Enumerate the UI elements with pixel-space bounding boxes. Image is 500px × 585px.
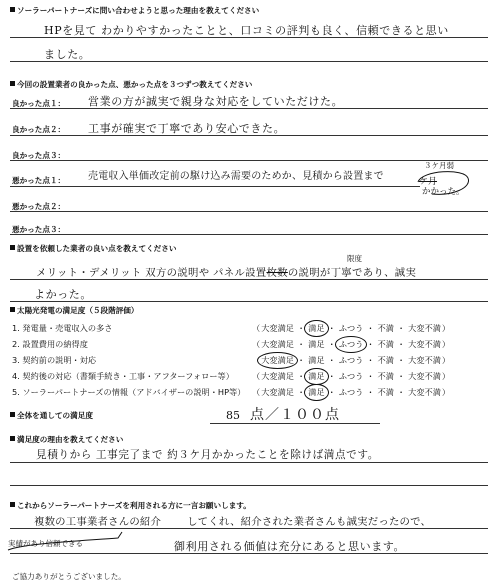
satisfaction-item-1: 1. 発電量・売電収入の多さ	[12, 323, 113, 333]
satisfaction-item-2: 2. 設置費用の納得度	[12, 339, 88, 349]
satisfaction-options-4: （大変満足 ・ 満足 ・ ふつう ・ 不満 ・ 大変不満）	[252, 371, 451, 381]
ruled-line	[10, 301, 488, 302]
good-point-label-1: 良かった点１：	[12, 99, 66, 108]
satisfaction-option: 大変不満	[408, 323, 441, 333]
installer-good-insert: 限度	[347, 254, 362, 263]
ruled-line	[10, 135, 488, 136]
overall-score-scale: 点／１００点	[250, 407, 340, 423]
question-satisfaction-reason-title: 満足度の理由を教えてください	[17, 435, 124, 444]
satisfaction-option: 大変不満	[408, 371, 441, 381]
bad-point-label-3: 悪かった点３：	[12, 225, 66, 234]
ruled-line	[10, 211, 488, 212]
satisfaction-option: 大変満足	[261, 387, 294, 397]
question-satisfaction-reason	[10, 434, 123, 445]
good-point-label-2: 良かった点２：	[12, 125, 66, 134]
satisfaction-option: 大変満足	[261, 339, 294, 349]
ruled-line	[10, 61, 488, 62]
satisfaction-option: 満足	[308, 355, 325, 365]
satisfaction-option: ふつう	[338, 339, 364, 349]
bad-point-1-cont: かかった。	[422, 187, 465, 197]
ruled-line	[10, 160, 488, 161]
satisfaction-option: 大変満足	[261, 371, 294, 381]
installer-good-line-1	[36, 264, 416, 279]
question-reason-title: ソーラーパートナーズに問い合わせようと思った理由を教えてください	[17, 6, 260, 15]
satisfaction-option: 大変不満	[408, 339, 441, 349]
good-point-label-3: 良かった点３：	[12, 151, 66, 160]
ruled-line	[10, 553, 488, 554]
installer-good-text-a: メリット・デメリット 双方の説明や パネル設置	[36, 267, 267, 279]
question-message-title: これからソーラーパートナーズを利用される方に一言お願いします。	[17, 501, 251, 510]
question-message	[10, 500, 251, 511]
bad-point-1: 売電収入単価改定前の駆け込み需要のためか、見積から設置まで	[88, 171, 384, 182]
overall-score	[226, 404, 340, 424]
satisfaction-option: 満足	[308, 387, 325, 397]
bad-point-1-loop-mark	[412, 166, 474, 200]
satisfaction-reason-line-1: 見積りから 工事完了まで 約３ケ月かかったことを除けば満点です。	[36, 449, 379, 461]
message-insert-note: 実績があり信頼できる	[8, 539, 83, 548]
satisfaction-option: 大変満足	[261, 355, 294, 365]
satisfaction-item-5: 5. ソーラーパートナーズの情報（アドバイザーの説明・HP等）	[12, 387, 246, 397]
good-point-2: 工事が確実で丁寧であり安心できた。	[88, 122, 286, 135]
ruled-line	[10, 234, 488, 235]
question-installer-good-title: 設置を依頼した業者の良い点を教えてください	[17, 244, 177, 253]
satisfaction-option: 大変不満	[408, 355, 441, 365]
satisfaction-option: 満足	[308, 339, 325, 349]
ruled-line	[210, 423, 380, 424]
message-line-2: 御利用される価値は充分にあると思います。	[174, 540, 406, 553]
answer-reason-line-2: ました。	[44, 48, 91, 61]
satisfaction-option: 大変満足	[261, 323, 294, 333]
satisfaction-option: 満足	[308, 371, 325, 381]
installer-good-text-b: の説明が丁寧であり、誠実	[287, 267, 417, 279]
question-installer-good	[10, 243, 176, 254]
message-text-a: 複数の工事業者さんの紹介	[34, 516, 162, 528]
bad-point-1-crossed: ケ月	[419, 177, 438, 187]
overall-score-label	[10, 410, 93, 421]
satisfaction-option: 不満	[377, 355, 394, 365]
satisfaction-options-3: （大変満足 ・ 満足 ・ ふつう ・ 不満 ・ 大変不満）	[252, 355, 451, 365]
overall-score-value: 85	[226, 409, 240, 422]
bad-point-label-1: 悪かった点１：	[12, 176, 66, 185]
satisfaction-option: ふつう	[338, 323, 364, 333]
installer-good-line-2: よかった。	[34, 288, 92, 301]
satisfaction-option: ふつう	[338, 387, 364, 397]
ruled-line	[10, 108, 488, 109]
satisfaction-option: 満足	[308, 323, 325, 333]
ruled-line	[10, 37, 488, 38]
question-good-bad	[10, 79, 252, 90]
ruled-line	[10, 485, 488, 486]
satisfaction-option: 不満	[377, 371, 394, 381]
question-reason	[10, 5, 259, 16]
overall-score-label-text: 全体を通しての満足度	[17, 411, 93, 420]
satisfaction-option: ふつう	[338, 355, 364, 365]
ruled-line	[10, 462, 488, 463]
bad-point-label-2: 悪かった点２：	[12, 202, 66, 211]
thanks-text: ご協力ありがとうございました。	[12, 572, 126, 581]
question-good-bad-title: 今回の設置業者の良かった点、悪かった点を３つずつ教えてください	[17, 80, 253, 89]
satisfaction-option: 不満	[377, 387, 394, 397]
satisfaction-options-1: （大変満足 ・ 満足 ・ ふつう ・ 不満 ・ 大変不満）	[252, 323, 451, 333]
satisfaction-option: 不満	[377, 323, 394, 333]
satisfaction-option: 大変不満	[408, 387, 441, 397]
satisfaction-options-2: （大変満足 ・ 満足 ・ ふつう ・ 不満 ・ 大変不満）	[252, 339, 451, 349]
installer-good-crossed: 枚数	[266, 267, 288, 279]
answer-reason-line-1: HPを見て わかりやすかったことと、口コミの評判も良く、信頼できると思い	[44, 24, 449, 37]
satisfaction-item-4: 4. 契約後の対応（書類手続き・工事・アフターフォロー等）	[12, 371, 234, 381]
satisfaction-option: ふつう	[338, 371, 364, 381]
satisfaction-options-5: （大変満足 ・ 満足 ・ ふつう ・ 不満 ・ 大変不満）	[252, 387, 451, 397]
satisfaction-item-3: 3. 契約前の説明・対応	[12, 355, 97, 365]
question-satisfaction	[10, 305, 139, 316]
message-insert-mark	[4, 526, 124, 556]
good-point-1: 営業の方が誠実で親身な対応をしていただけた。	[88, 95, 344, 108]
satisfaction-option: 不満	[377, 339, 394, 349]
question-satisfaction-title: 太陽光発電の満足度（５段階評価）	[17, 306, 139, 315]
ruled-line	[10, 279, 488, 280]
bad-point-1-note: ３ケ月弱	[424, 161, 454, 170]
ruled-line	[10, 186, 420, 187]
message-text-b: してくれ、紹介された業者さんも誠実だったので、	[187, 516, 432, 528]
